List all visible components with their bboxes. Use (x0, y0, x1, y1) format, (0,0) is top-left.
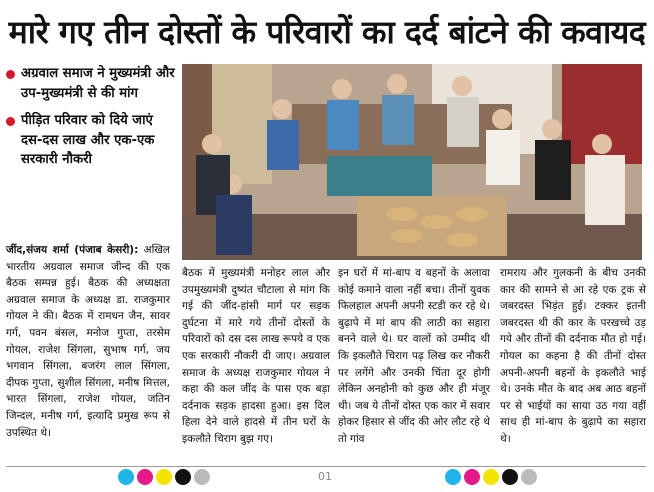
registration-cyan-icon (445, 469, 461, 485)
headline: मारे गए तीन दोस्तों के परिवारों का दर्द बांटने की कवायद (8, 12, 646, 51)
registration-magenta-icon (464, 469, 480, 485)
meeting-photo (182, 64, 642, 260)
registration-black-icon (502, 469, 518, 485)
bullet-item (6, 64, 176, 103)
article-column-3: इन घरों में मां-बाप व बहनों के अलावा कोई कमाने वाला नहीं बचा। तीनों युवक फिलहाल अपनी अपनी स्टडी कर रहे थे। बुढ़ापे में मां बाप की लाठी का सहारा बनने वाले थे। घर वालों को उम्मीद थी कि इकलौते चिराग पढ़ लिख कर नौकरी पर लगेंगे और उनकी चिंता दूर होगी लेकिन अनहोनी को कुछ और ही मंजूर थी। जब ये तीनों दोस्त एक कार में सवार होकर हिसार से जींद की ओर लौट रहे थे तो गांव (338, 267, 490, 445)
bullet-dot-icon (6, 70, 15, 79)
highlight-bullets (6, 64, 176, 178)
registration-marks-right (445, 469, 537, 485)
bullet-dot-icon (6, 117, 15, 126)
article-column-2: बैठक में मुख्यमंत्री मनोहर लाल और उपमुख्यमंत्री दुष्यंत चौटाला से मांग कि गई की जींद-हांसी मार्ग पर सड़क दुर्घटना में मारे गये तीनों दोस्तों के परिवारों को दस दस लाख रूपये व एक एक सरकारी नौकरी दी जाए। अग्रवाल समाज के अध्यक्ष राजकुमार गोयल ने कहा की कल जींद के पास एक बड़ा दर्दनाक सड़क हादसा हुआ। इस दिल हिला देने वाले हादसे में तीन घरों के इकलौते चिराग बुझ गए। (182, 267, 330, 445)
bullet-text: पीड़ित परिवार को दिये जाएं दस-दस लाख और एक-एक सरकारी नौकरी (21, 113, 155, 167)
registration-gray-icon (521, 469, 537, 485)
registration-gray-icon (194, 469, 210, 485)
registration-cyan-icon (118, 469, 134, 485)
registration-magenta-icon (137, 469, 153, 485)
byline: जींद,संजय शर्मा (पंजाब केसरी): (6, 244, 139, 256)
article-column-1 (6, 242, 170, 441)
footer-divider (6, 466, 646, 467)
page-number: 01 (318, 470, 332, 483)
bullet-item (6, 111, 176, 170)
article-column-4: रामराय और गुलकनी के बीच उनकी कार की सामने से आ रहे एक ट्रक से जबरदस्त भिड़ंत हुई। टक्कर इतनी जबरदस्त थी की कार के परखच्चे उड़ गये और तीनों की दर्दनाक मौत हो गई। गोयल का कहना है की तीनों दोस्त अपनी-अपनी बहनों के इकलौते भाई थे। उनके मौत के बाद अब आठ बहनों पर से भाईयों का साया उठ गया वहीं साथ ही मां-बाप के बुढ़ापे का सहारा थे। (500, 267, 646, 445)
registration-black-icon (175, 469, 191, 485)
registration-yellow-icon (156, 469, 172, 485)
article-text: अखिल भारतीय अग्रवाल समाज जीन्द की एक बैठक सम्पन्न हुई। बैठक की अध्यक्षता अग्रवाल समाज के अध्यक्ष डा. राजकुमार गोयल ने की। बैठक में रामधन जैन, सावर गर्ग, पवन बंसल, मनोज गुप्ता, तरसेम गोयल, राजेश सिंगला, सुभाष गर्ग, जय भगवान सिंगला, बजरंग लाल सिंगला, दीपक गुप्ता, सुशील सिंगला, मनीष मित्तल, भारत सिंगला, राजेश गोयल, जतिन जिन्दल, मनीष गर्ग, इत्यादि प्रमुख रूप से उपस्थित थे। (6, 244, 170, 439)
bullet-text: अग्रवाल समाज ने मुख्यमंत्री और उप-मुख्यमंत्री से की मांग (21, 66, 175, 101)
registration-marks-left (118, 469, 210, 485)
meeting-photo-illustration (182, 64, 642, 260)
registration-yellow-icon (483, 469, 499, 485)
